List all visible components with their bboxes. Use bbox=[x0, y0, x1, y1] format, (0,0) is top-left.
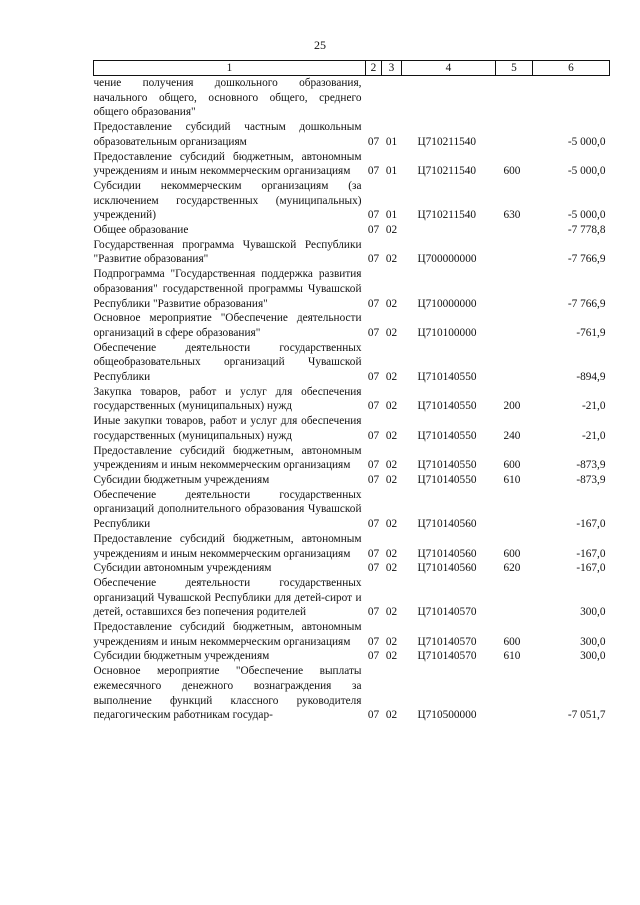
row-subsection: 02 bbox=[385, 326, 398, 339]
table-row bbox=[94, 150, 610, 179]
row-expense-type bbox=[496, 223, 533, 238]
table-body bbox=[94, 76, 610, 723]
row-target-code: Ц710211540 bbox=[417, 135, 477, 148]
table-row bbox=[94, 179, 610, 223]
row-subsection: 02 bbox=[385, 459, 398, 472]
row-description: Субсидии некоммерческим организациям (за исключением государственных (муниципальных) учреждений) bbox=[93, 179, 362, 222]
row-description: Предоставление субсидий бюджетным, автономным учреждениям и иным некоммерческим организациям bbox=[93, 532, 362, 560]
row-target-code: Ц710140560 bbox=[417, 518, 477, 531]
row-description: Предоставление субсидий бюджетным, автономным учреждениям и иным некоммерческим организациям bbox=[93, 621, 362, 648]
row-subsection: 02 bbox=[385, 635, 398, 648]
row-section: 07 bbox=[367, 135, 380, 148]
row-amount: -167,0 bbox=[576, 562, 606, 575]
row-target-code: Ц710140550 bbox=[417, 473, 477, 486]
row-section: 07 bbox=[367, 473, 380, 486]
row-expense-type bbox=[496, 267, 533, 311]
row-section: 07 bbox=[367, 547, 380, 560]
row-subsection: 02 bbox=[385, 371, 398, 384]
table-row bbox=[94, 649, 610, 664]
column-header: 3 bbox=[382, 61, 402, 76]
row-subsection: 01 bbox=[385, 165, 398, 178]
row-subsection: 02 bbox=[385, 547, 398, 560]
row-target-code: Ц710000000 bbox=[417, 297, 477, 310]
row-amount: -167,0 bbox=[576, 547, 606, 560]
row-section: 07 bbox=[367, 635, 380, 648]
row-subsection: 02 bbox=[385, 297, 398, 310]
table-row bbox=[94, 223, 610, 238]
row-description: чение получения дошкольного образования, начального общего, основного общего, среднего общего образования" bbox=[93, 77, 362, 119]
row-amount: 300,0 bbox=[580, 635, 606, 648]
table-row bbox=[94, 664, 610, 723]
row-amount: -5 000,0 bbox=[567, 165, 606, 178]
row-subsection: 02 bbox=[385, 224, 398, 237]
table-row bbox=[94, 532, 610, 561]
column-header: 4 bbox=[402, 61, 496, 76]
row-description: Предоставление субсидий бюджетным, автономным учреждениям и иным некоммерческим организациям bbox=[93, 150, 362, 178]
row-amount: 300,0 bbox=[580, 606, 606, 619]
table-row bbox=[94, 311, 610, 340]
row-expense-type bbox=[496, 576, 533, 620]
row-target-code: Ц710140570 bbox=[417, 650, 477, 663]
row-description: Предоставление субсидий бюджетным, автономным учреждениям и иным некоммерческим организациям bbox=[93, 444, 362, 472]
row-amount: -761,9 bbox=[576, 326, 606, 339]
column-header: 5 bbox=[496, 61, 533, 76]
row-target-code: Ц710140550 bbox=[417, 371, 477, 384]
row-target-code: Ц710140560 bbox=[417, 547, 477, 560]
row-subsection: 02 bbox=[385, 429, 398, 442]
row-description: Субсидии автономным учреждениям bbox=[93, 562, 272, 575]
row-target-code: Ц710211540 bbox=[417, 165, 477, 178]
row-subsection: 02 bbox=[385, 518, 398, 531]
row-expense-type bbox=[496, 664, 533, 723]
row-section: 07 bbox=[367, 224, 380, 237]
row-section: 07 bbox=[367, 709, 380, 722]
row-section: 07 bbox=[367, 371, 380, 384]
row-subsection: 02 bbox=[385, 562, 398, 575]
row-subsection bbox=[382, 76, 402, 121]
row-expense-type: 620 bbox=[503, 562, 521, 575]
row-description: Закупка товаров, работ и услуг для обеспечения государственных (муниципальных) нужд bbox=[93, 385, 362, 413]
row-amount: -7 778,8 bbox=[567, 224, 606, 237]
row-amount: -5 000,0 bbox=[567, 209, 606, 222]
row-subsection: 02 bbox=[385, 400, 398, 413]
row-expense-type: 600 bbox=[503, 635, 521, 648]
row-expense-type bbox=[496, 76, 533, 121]
row-section: 07 bbox=[367, 650, 380, 663]
row-subsection: 02 bbox=[385, 709, 398, 722]
row-description: Основное мероприятие "Обеспечение выплаты ежемесячного денежного вознаграждения за выполнение функций классного руководителя педагогическим работникам государ- bbox=[93, 665, 362, 722]
table-row bbox=[94, 414, 610, 443]
row-expense-type: 200 bbox=[503, 400, 521, 413]
row-section: 07 bbox=[367, 429, 380, 442]
row-section: 07 bbox=[367, 518, 380, 531]
row-amount: 300,0 bbox=[580, 650, 606, 663]
row-description: Субсидии бюджетным учреждениям bbox=[93, 473, 270, 486]
row-amount: -873,9 bbox=[576, 459, 606, 472]
row-subsection: 02 bbox=[385, 253, 398, 266]
row-expense-type: 630 bbox=[503, 209, 521, 222]
row-expense-type bbox=[496, 238, 533, 267]
row-amount: -21,0 bbox=[581, 400, 606, 413]
row-amount: -167,0 bbox=[576, 518, 606, 531]
row-subsection: 02 bbox=[385, 606, 398, 619]
row-target-code: Ц710500000 bbox=[417, 709, 477, 722]
row-expense-type: 240 bbox=[503, 429, 521, 442]
row-description: Иные закупки товаров, работ и услуг для обеспечения государственных (муниципальных) нужд bbox=[93, 415, 362, 442]
row-description: Общее образование bbox=[93, 224, 189, 237]
row-expense-type: 610 bbox=[503, 473, 521, 486]
row-description: Подпрограмма "Государственная поддержка развития образования" государственной программы Чувашской Республики "Развитие образования" bbox=[93, 268, 362, 310]
row-section: 07 bbox=[367, 297, 380, 310]
column-header: 6 bbox=[533, 61, 610, 76]
budget-table bbox=[93, 60, 610, 723]
row-target-code: Ц710140560 bbox=[417, 562, 477, 575]
row-target-code: Ц710140550 bbox=[417, 429, 477, 442]
row-target-code bbox=[402, 76, 496, 121]
table-row bbox=[94, 576, 610, 620]
table-row bbox=[94, 238, 610, 267]
table-row bbox=[94, 341, 610, 385]
row-amount: -894,9 bbox=[576, 371, 606, 384]
row-subsection: 02 bbox=[385, 650, 398, 663]
table-row bbox=[94, 620, 610, 649]
row-description: Субсидии бюджетным учреждениям bbox=[93, 650, 270, 663]
row-amount: -7 766,9 bbox=[567, 297, 606, 310]
table-row bbox=[94, 488, 610, 532]
table-row bbox=[94, 444, 610, 473]
row-amount: -21,0 bbox=[581, 429, 606, 442]
row-section: 07 bbox=[367, 165, 380, 178]
table-row bbox=[94, 385, 610, 414]
row-amount: -5 000,0 bbox=[567, 135, 606, 148]
header-row bbox=[94, 61, 610, 76]
row-target-code: Ц710211540 bbox=[417, 209, 477, 222]
row-expense-type: 600 bbox=[503, 547, 521, 560]
table-row bbox=[94, 76, 610, 121]
row-description: Предоставление субсидий частным дошкольным образовательным организациям bbox=[93, 121, 362, 148]
row-expense-type bbox=[496, 120, 533, 149]
row-section: 07 bbox=[367, 562, 380, 575]
row-description: Обеспечение деятельности государственных организаций дополнительного образования Чувашской Республики bbox=[93, 488, 362, 531]
row-expense-type: 600 bbox=[503, 165, 521, 178]
row-section: 07 bbox=[367, 606, 380, 619]
row-amount bbox=[533, 76, 610, 121]
column-header: 2 bbox=[366, 61, 382, 76]
row-expense-type: 600 bbox=[503, 459, 521, 472]
row-target-code bbox=[402, 223, 496, 238]
row-subsection: 01 bbox=[385, 135, 398, 148]
row-amount: -7 766,9 bbox=[567, 253, 606, 266]
table-header bbox=[94, 61, 610, 76]
row-target-code: Ц710140570 bbox=[417, 606, 477, 619]
table-row bbox=[94, 561, 610, 576]
row-description: Государственная программа Чувашской Республики "Развитие образования" bbox=[93, 238, 362, 266]
row-section bbox=[366, 76, 382, 121]
row-expense-type bbox=[496, 311, 533, 340]
row-description: Обеспечение деятельности государственных организаций Чувашской Республики для детей-сирот и детей, оставшихся без попечения родителей bbox=[93, 576, 362, 619]
row-target-code: Ц710140550 bbox=[417, 459, 477, 472]
table-row bbox=[94, 473, 610, 488]
row-section: 07 bbox=[367, 459, 380, 472]
row-target-code: Ц700000000 bbox=[417, 253, 477, 266]
table-row bbox=[94, 120, 610, 149]
row-target-code: Ц710140550 bbox=[417, 400, 477, 413]
row-expense-type bbox=[496, 488, 533, 532]
row-section: 07 bbox=[367, 253, 380, 266]
row-target-code: Ц710140570 bbox=[417, 635, 477, 648]
row-section: 07 bbox=[367, 400, 380, 413]
row-section: 07 bbox=[367, 209, 380, 222]
row-subsection: 01 bbox=[385, 209, 398, 222]
row-target-code: Ц710100000 bbox=[417, 326, 477, 339]
row-amount: -7 051,7 bbox=[567, 709, 606, 722]
page-number: 25 bbox=[314, 38, 326, 52]
row-section: 07 bbox=[367, 326, 380, 339]
table-row bbox=[94, 267, 610, 311]
row-description: Основное мероприятие "Обеспечение деятельности организаций в сфере образования" bbox=[93, 312, 362, 339]
row-expense-type bbox=[496, 341, 533, 385]
row-subsection: 02 bbox=[385, 473, 398, 486]
row-amount: -873,9 bbox=[576, 473, 606, 486]
row-expense-type: 610 bbox=[503, 650, 521, 663]
row-description: Обеспечение деятельности государственных общеобразовательных организаций Чувашской Республики bbox=[93, 341, 362, 384]
column-header: 1 bbox=[94, 61, 366, 76]
